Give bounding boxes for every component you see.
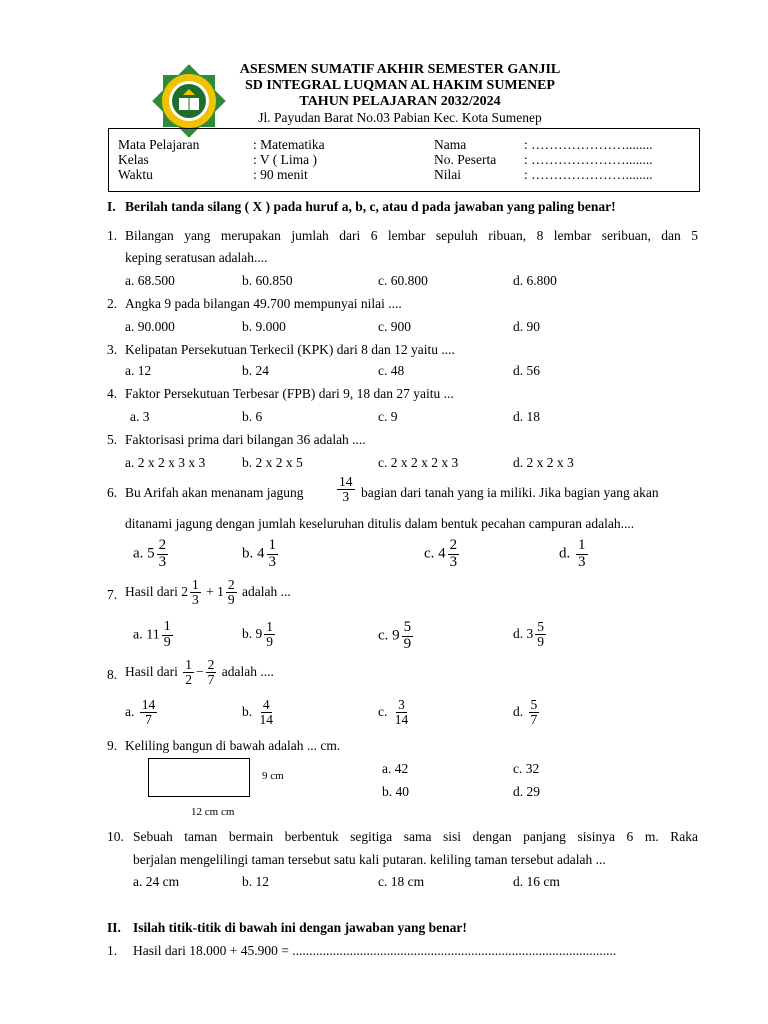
q8-option-a-den: 7	[145, 712, 152, 728]
q4-text: Faktor Persekutuan Terbesar (FPB) dari 9, 18 dan 27 yaitu ...	[125, 386, 454, 401]
q6-option-b[interactable]	[242, 538, 280, 571]
q4-number: 4.	[107, 386, 118, 401]
section2-title: Isilah titik-titik di bawah ini dengan jawaban yang benar!	[133, 920, 467, 935]
q6-text-cont: ditanami jagung dengan jumlah keseluruhan ditulis dalam bentuk pecahan campuran adalah....	[125, 516, 635, 531]
q7-option-b-num: 1	[266, 619, 273, 634]
section2-number: II.	[107, 920, 121, 935]
q7-option-a-den: 9	[163, 634, 171, 650]
q10-number: 10.	[107, 829, 124, 844]
q8-operator: −	[196, 663, 204, 679]
q8-option-b-den: 14	[259, 712, 273, 728]
q9-rectangle-figure	[148, 758, 250, 797]
q3-option-c[interactable]: c. 48	[378, 363, 405, 378]
q6-option-c-num: 2	[449, 537, 458, 553]
q7-operator: +	[206, 583, 214, 599]
q7-expression	[125, 578, 291, 607]
q8-option-d[interactable]	[513, 698, 541, 727]
q6-option-b-den: 3	[268, 553, 276, 570]
q7-option-d-num: 5	[537, 619, 544, 634]
q6-option-a-whole: 5	[147, 545, 155, 562]
q8-option-a[interactable]	[125, 698, 159, 727]
q9-text: Keliling bangun di bawah adalah ... cm.	[125, 738, 341, 753]
q3-option-b[interactable]: b. 24	[242, 363, 269, 378]
q7-text-a: Hasil dari	[125, 583, 178, 599]
q8-option-c-den: 14	[394, 712, 409, 728]
q7-option-c-letter: c.	[378, 627, 389, 644]
q7-option-c-whole: 9	[392, 627, 400, 644]
q7-option-c-num: 5	[403, 619, 412, 635]
q3-option-d[interactable]: d. 56	[513, 363, 540, 378]
info-label-class: Kelas	[118, 152, 149, 167]
q10-option-b[interactable]: b. 12	[242, 874, 269, 889]
info-label-score: Nilai	[434, 167, 461, 182]
q5-option-b[interactable]: b. 2 x 2 x 5	[242, 455, 303, 470]
q7-m1-den: 3	[192, 592, 199, 608]
q7-option-d[interactable]	[513, 620, 548, 649]
q6-option-b-num: 1	[268, 537, 276, 553]
q7-option-a[interactable]	[133, 620, 175, 650]
q8-option-d-letter: d.	[513, 703, 524, 719]
q8-option-a-letter: a.	[125, 703, 135, 719]
q8-option-c-letter: c.	[378, 703, 388, 719]
q6-number: 6.	[107, 485, 118, 500]
q5-option-d[interactable]: d. 2 x 2 x 3	[513, 455, 574, 470]
q9-option-b[interactable]: b. 40	[382, 784, 409, 799]
q6-fraction	[335, 475, 357, 504]
q7-number: 7.	[107, 587, 118, 602]
school-name: SD INTEGRAL LUQMAN AL HAKIM SUMENEP	[245, 78, 555, 93]
q6-frac-numerator: 14	[339, 474, 353, 489]
info-label-subject: Mata Pelajaran	[118, 137, 200, 152]
q6-option-a-den: 3	[158, 553, 167, 570]
q9-side-label: 9 cm	[262, 770, 284, 782]
q6-option-c-whole: 4	[438, 545, 446, 562]
q6-option-a-num: 2	[158, 537, 167, 553]
q6-option-a-letter: a.	[133, 545, 144, 562]
q7-option-a-num: 1	[163, 619, 171, 634]
q7-m1-num: 1	[192, 577, 199, 592]
q1-option-c[interactable]: c. 60.800	[378, 273, 428, 288]
q8-option-d-den: 7	[530, 712, 538, 728]
q8-option-b-letter: b.	[242, 703, 253, 719]
q4-option-a[interactable]: a. 3	[130, 409, 150, 424]
q7-option-b-whole: 9	[255, 625, 263, 641]
q4-option-c[interactable]: c. 9	[378, 409, 398, 424]
q8-text-b: adalah ....	[221, 663, 274, 679]
info-label-time: Waktu	[118, 167, 153, 182]
q1-number: 1.	[107, 228, 118, 243]
q8-f1-num: 1	[185, 657, 192, 672]
q6-option-d[interactable]	[559, 538, 590, 571]
q2-option-c[interactable]: c. 900	[378, 319, 411, 334]
s2-item1-number: 1.	[107, 943, 118, 958]
section1-title: Berilah tanda silang ( X ) pada huruf a, b, c, atau d pada jawaban yang paling benar!	[125, 199, 616, 214]
info-value-time: : 90 menit	[253, 167, 308, 182]
info-label-participant-no: No. Peserta	[434, 152, 497, 167]
q8-text-a: Hasil dari	[125, 663, 178, 679]
q6-option-b-letter: b.	[242, 545, 254, 562]
q6-option-d-letter: d.	[559, 545, 571, 562]
q8-expression	[125, 658, 274, 687]
q2-number: 2.	[107, 296, 118, 311]
q9-option-d[interactable]: d. 29	[513, 784, 540, 799]
q10-option-a[interactable]: a. 24 cm	[133, 874, 180, 889]
q7-option-d-letter: d.	[513, 625, 524, 641]
q6-frac-denominator: 3	[342, 489, 350, 505]
q9-option-a[interactable]: a. 42	[382, 761, 409, 776]
q4-option-d[interactable]: d. 18	[513, 409, 540, 424]
q7-m1-whole: 2	[181, 583, 188, 599]
q7-option-c[interactable]	[378, 620, 415, 653]
q8-option-c[interactable]	[378, 698, 412, 727]
q1-option-b[interactable]: b. 60.850	[242, 273, 293, 288]
q6-text-a: Bu Arifah akan menanam jagung	[125, 485, 304, 500]
info-label-name: Nama	[434, 137, 467, 152]
q6-option-d-den: 3	[578, 553, 586, 570]
info-value-name: : …………………........	[524, 137, 653, 152]
q8-f1-den: 2	[185, 672, 192, 688]
q1-option-a[interactable]: a. 68.500	[125, 273, 175, 288]
q7-option-b-den: 9	[266, 634, 273, 650]
q1-option-d[interactable]: d. 6.800	[513, 273, 557, 288]
q5-number: 5.	[107, 432, 118, 447]
q7-m2-den: 9	[227, 592, 235, 608]
q1-text: Bilangan yang merupakan jumlah dari 6 lembar sepuluh ribuan, 8 lembar seribuan, dan 5	[125, 228, 698, 243]
q3-text: Kelipatan Persekutuan Terkecil (KPK) dari 8 dan 12 yaitu ....	[125, 342, 455, 357]
q10-option-c[interactable]: c. 18 cm	[378, 874, 425, 889]
q7-option-b-letter: b.	[242, 625, 253, 641]
q7-option-c-den: 9	[403, 635, 412, 652]
q6-text-b: bagian dari tanah yang ia miliki. Jika bagian yang akan	[361, 485, 659, 500]
q1-text-cont: keping seratusan adalah....	[125, 250, 268, 265]
q8-option-c-num: 3	[398, 697, 405, 712]
q7-option-b[interactable]	[242, 620, 277, 649]
q7-option-a-letter: a.	[133, 627, 143, 643]
q9-number: 9.	[107, 738, 118, 753]
q6-option-b-whole: 4	[257, 545, 265, 562]
q7-option-a-whole: 11	[146, 627, 160, 643]
q8-option-b[interactable]	[242, 698, 277, 727]
q6-option-c-den: 3	[449, 553, 458, 570]
q6-option-a[interactable]	[133, 538, 170, 571]
student-info-box	[108, 128, 700, 192]
q6-option-c[interactable]	[424, 538, 461, 571]
q4-option-b[interactable]: b. 6	[242, 409, 263, 424]
q5-text: Faktorisasi prima dari bilangan 36 adalah ....	[125, 432, 366, 447]
q7-m2-num: 2	[227, 577, 235, 592]
section1-number: I.	[107, 199, 116, 214]
q5-option-c[interactable]: c. 2 x 2 x 2 x 3	[378, 455, 459, 470]
q7-text-b: adalah ...	[242, 583, 291, 599]
q2-option-b[interactable]: b. 9.000	[242, 319, 286, 334]
q7-m2-whole: 1	[217, 583, 224, 599]
q7-option-d-whole: 3	[526, 625, 534, 641]
q7-option-d-den: 9	[537, 634, 544, 650]
q5-option-a[interactable]: a. 2 x 2 x 3 x 3	[125, 455, 206, 470]
q3-number: 3.	[107, 342, 118, 357]
s2-item1-text[interactable]: Hasil dari 18.000 + 45.900 = ................................................................................................	[133, 943, 617, 958]
q8-option-a-num: 14	[141, 697, 156, 712]
info-value-participant-no: : …………………........	[524, 152, 653, 167]
q8-number: 8.	[107, 667, 118, 682]
q3-option-a[interactable]: a. 12	[125, 363, 152, 378]
q6-option-c-letter: c.	[424, 545, 435, 562]
q2-option-a[interactable]: a. 90.000	[125, 319, 175, 334]
q8-option-d-num: 5	[530, 697, 538, 712]
q9-bottom-label: 12 cm cm	[191, 806, 235, 818]
q10-text-cont: berjalan mengelilingi taman tersebut satu kali putaran. keliling taman tersebut adalah ...	[133, 852, 606, 867]
q8-f2-den: 7	[207, 672, 215, 688]
q2-option-d[interactable]: d. 90	[513, 319, 540, 334]
info-value-class: : V ( Lima )	[253, 152, 317, 167]
q8-f2-num: 2	[207, 657, 215, 672]
q2-text: Angka 9 pada bilangan 49.700 mempunyai nilai ....	[125, 296, 402, 311]
q9-option-c[interactable]: c. 32	[513, 761, 540, 776]
academic-year: TAHUN PELAJARAN 2032/2024	[299, 94, 501, 109]
exam-title: ASESMEN SUMATIF AKHIR SEMESTER GANJIL	[239, 62, 561, 77]
q6-option-d-num: 1	[578, 537, 586, 553]
info-value-score: : …………………........	[524, 167, 653, 182]
q10-text: Sebuah taman bermain berbentuk segitiga sama sisi dengan panjang sisinya 6 m. Raka	[133, 829, 698, 844]
school-address: Jl. Payudan Barat No.03 Pabian Kec. Kota Sumenep	[258, 110, 542, 125]
q10-option-d[interactable]: d. 16 cm	[513, 874, 560, 889]
q8-option-b-num: 4	[262, 697, 270, 712]
info-value-subject: : Matematika	[253, 137, 325, 152]
